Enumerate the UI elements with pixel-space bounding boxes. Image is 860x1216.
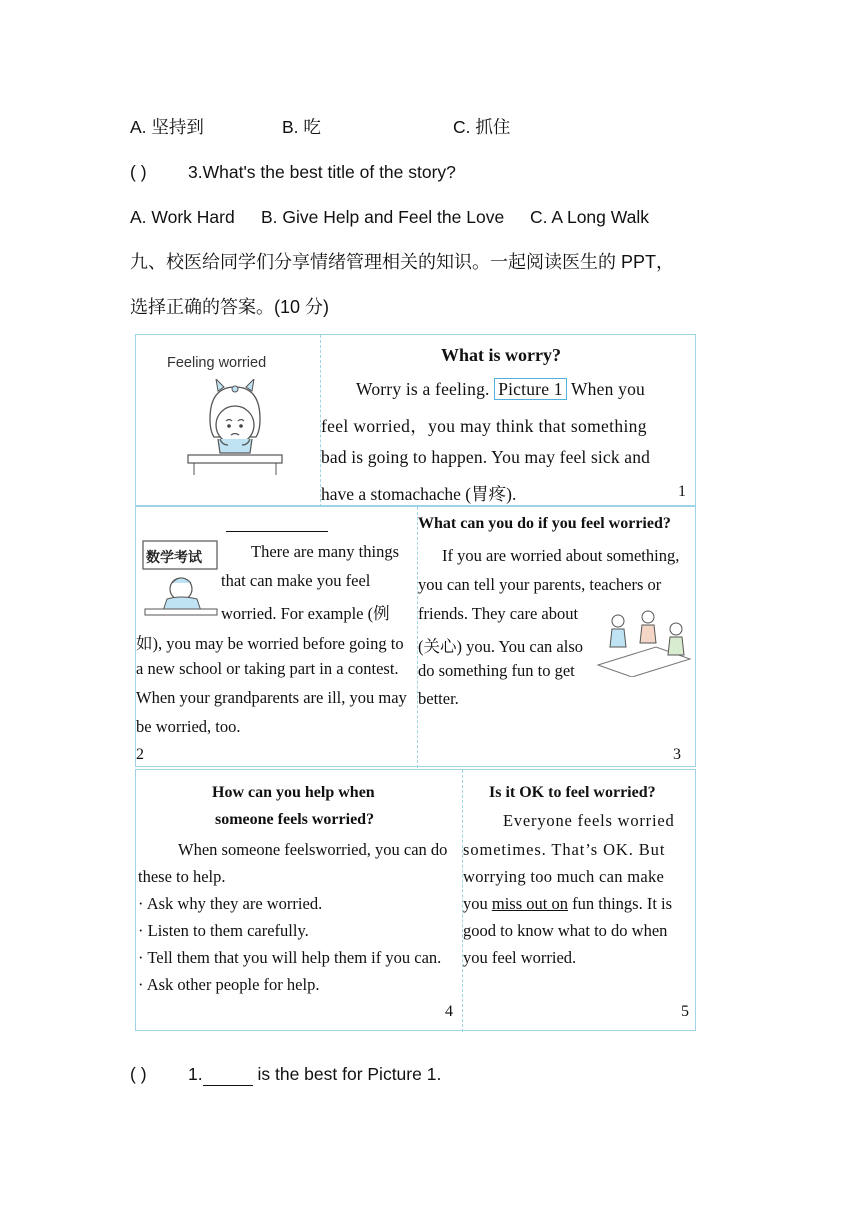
section9-instruction-1: 九、校医给同学们分享情绪管理相关的知识。一起阅读医生的 PPT， bbox=[130, 252, 675, 272]
slide-1-line-1a: Worry is a feeling. bbox=[356, 379, 490, 399]
slide-5-line-4b: fun things. It is bbox=[572, 894, 673, 913]
slide-4-5 bbox=[135, 769, 696, 1031]
q2-option-c: C. 抓住 bbox=[453, 117, 511, 137]
slide-1-line-4: have a stomachache (胃疼). bbox=[321, 484, 517, 504]
slide-2-line-6: When your grandparents are ill, you may bbox=[136, 688, 407, 707]
slide-5-line-6: you feel worried. bbox=[463, 948, 577, 967]
slide-4-line-1: When someone feelsworried, you can do bbox=[178, 840, 448, 859]
worried-girl-icon bbox=[180, 379, 290, 479]
slide-1-title: What is worry? bbox=[441, 345, 561, 365]
slide-2-number: 2 bbox=[136, 746, 144, 763]
section9-instruction-2: 选择正确的答案。(10 分) bbox=[130, 297, 330, 317]
slide-4-bullet-1: · Ask why they are worried. bbox=[138, 894, 323, 913]
slide-3-line-1: If you are worried about something, bbox=[442, 546, 680, 565]
slide-1-line-1b: When you bbox=[570, 379, 645, 399]
miss-out-on-underlined: miss out on bbox=[491, 894, 568, 913]
slide-5-title: Is it OK to feel worried? bbox=[489, 784, 656, 801]
q1-answer-paren: ( ) bbox=[130, 1064, 147, 1084]
slide-1 bbox=[135, 334, 696, 506]
math-exam-sign: 数学考试 bbox=[146, 549, 202, 565]
slide-3-line-3: friends. They care about bbox=[418, 604, 579, 623]
slide-2-line-1: There are many things bbox=[251, 542, 399, 561]
q1-number: 1. bbox=[188, 1064, 203, 1084]
q3-option-c: C. A Long Walk bbox=[530, 207, 649, 227]
q1-question-text: is the best for Picture 1. bbox=[252, 1064, 442, 1084]
slide-5-line-1: Everyone feels worried bbox=[503, 811, 675, 830]
slide-1-line-3: bad is going to happen. You may feel sick and bbox=[321, 447, 650, 467]
kids-hopscotch-icon bbox=[596, 607, 692, 677]
slide-4-bullet-3: · Tell them that you will help them if you can. bbox=[138, 948, 442, 967]
slide-5-number: 5 bbox=[681, 1003, 689, 1020]
slide-2-line-5: a new school or taking part in a contest. bbox=[136, 659, 399, 678]
q3-option-b: B. Give Help and Feel the Love bbox=[261, 207, 505, 227]
slide-3-line-5: do something fun to get bbox=[418, 661, 575, 680]
slide-3-line-4: (关心) you. You can also bbox=[418, 637, 583, 656]
slide-5-line-4 bbox=[463, 894, 672, 914]
slide-4-line-2: these to help. bbox=[138, 867, 226, 886]
slide-2-line-7: be worried, too. bbox=[136, 717, 241, 736]
picture-1-blank[interactable]: Picture 1 bbox=[494, 378, 567, 400]
slide-4-title-2: someone feels worried? bbox=[215, 811, 375, 828]
q1-answer-blank[interactable] bbox=[203, 1063, 253, 1086]
slide-1-number: 1 bbox=[678, 483, 686, 500]
slide-4-bullet-2: · Listen to them carefully. bbox=[138, 921, 309, 940]
q3-answer-paren: ( ) bbox=[130, 162, 147, 182]
slide-3-number: 3 bbox=[673, 746, 681, 763]
slide-3-line-6: better. bbox=[418, 689, 459, 708]
slide-5-line-3: worrying too much can make bbox=[463, 867, 665, 886]
slide-1-caption: Feeling worried bbox=[167, 355, 267, 371]
slide-2-3 bbox=[135, 506, 696, 767]
slide-5-line-2: sometimes. That’s OK. But bbox=[463, 840, 666, 859]
slide-2-line-2: that can make you feel bbox=[221, 571, 371, 590]
q1-question bbox=[188, 1063, 441, 1086]
slide-3-title: What can you do if you feel worried? bbox=[418, 515, 671, 532]
q2-option-b: B. 吃 bbox=[282, 117, 321, 137]
slide-2-title-blank[interactable] bbox=[226, 531, 328, 532]
slide-1-line-1 bbox=[356, 379, 645, 400]
slide-5-line-4a: you bbox=[463, 894, 488, 913]
slide-2-line-3: worried. For example (例 bbox=[221, 604, 390, 623]
q2-option-a: A. 坚持到 bbox=[130, 117, 204, 137]
slide-4-bullet-4: · Ask other people for help. bbox=[138, 975, 320, 994]
q3-option-a: A. Work Hard bbox=[130, 207, 235, 227]
q3-question: 3.What's the best title of the story? bbox=[188, 162, 456, 182]
slide-3-line-2: you can tell your parents, teachers or bbox=[418, 575, 662, 594]
slide-2-line-4: 如), you may be worried before going to bbox=[136, 634, 404, 653]
slide-5-line-5: good to know what to do when bbox=[463, 921, 668, 940]
slide-4-title-1: How can you help when bbox=[212, 784, 375, 801]
slide-4-number: 4 bbox=[445, 1003, 453, 1020]
slide-1-line-2: feel worried，you may think that something bbox=[321, 416, 647, 436]
